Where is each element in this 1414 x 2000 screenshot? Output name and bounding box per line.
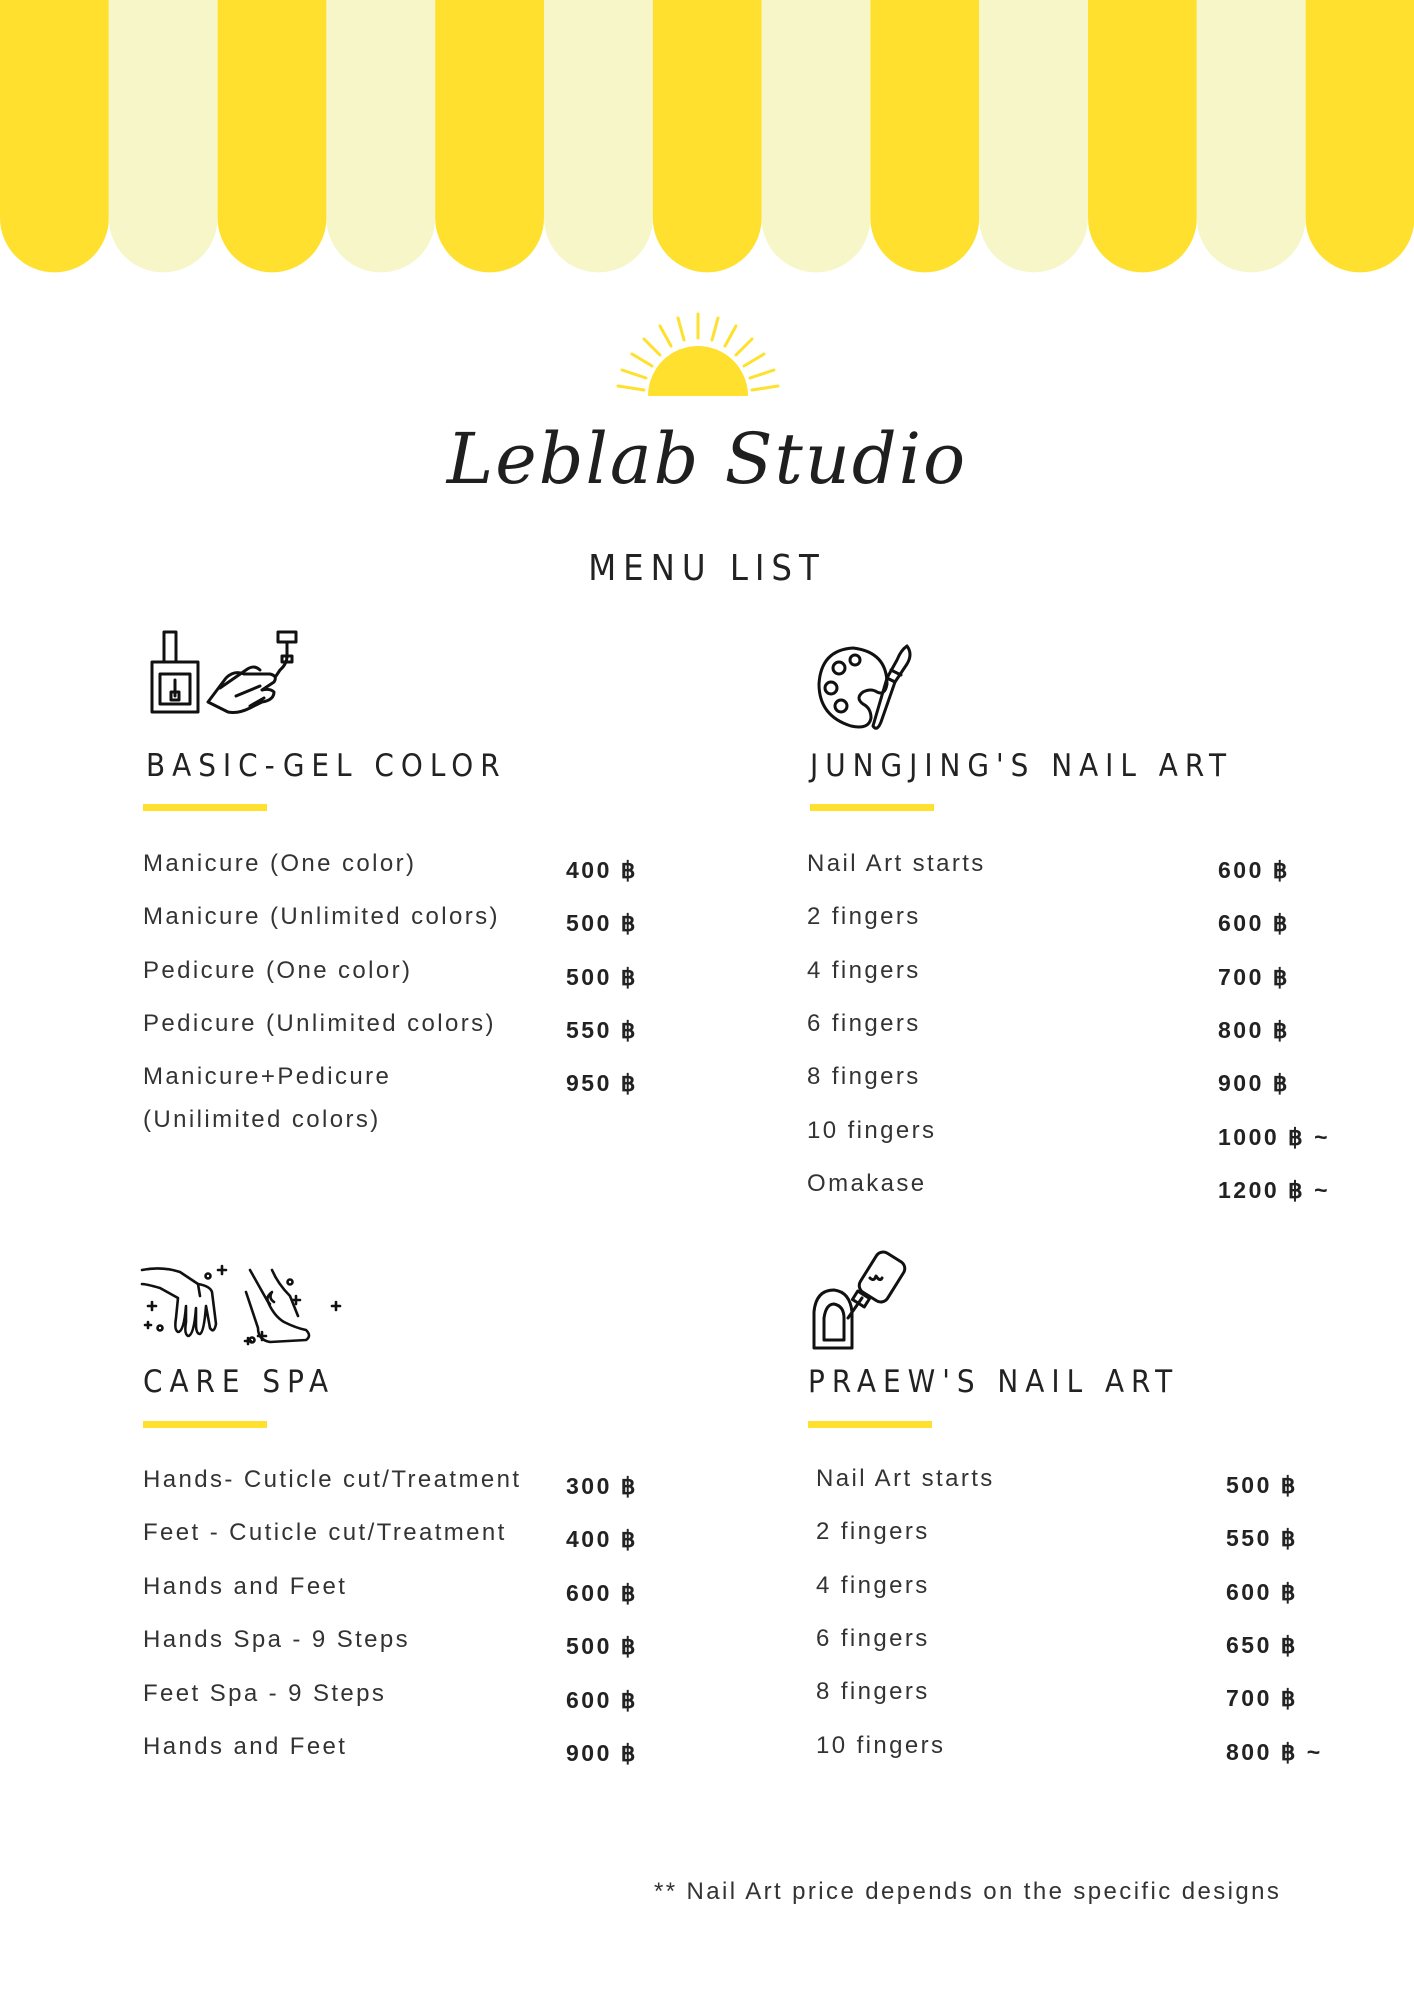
menu-item-price: 600 ฿	[1218, 857, 1290, 883]
menu-item-price: 600 ฿	[1218, 910, 1290, 937]
menu-item-price: 400 ฿	[566, 857, 638, 883]
menu-item-price: 600 ฿	[1226, 1578, 1298, 1605]
menu-item-name: Pedicure (Unlimited colors)	[143, 1009, 496, 1037]
awning-stripe	[870, 0, 979, 272]
awning-stripes	[0, 0, 1414, 275]
menu-item-price: 500 ฿	[1226, 1472, 1298, 1498]
awning-stripe	[544, 0, 653, 272]
menu-item-price: 400 ฿	[566, 1526, 638, 1553]
section-underline	[808, 1421, 932, 1428]
menu-item-name: Pedicure (One color)	[143, 956, 413, 984]
menu-item-name: Feet Spa - 9 Steps	[143, 1679, 387, 1707]
awning-stripe	[109, 0, 218, 272]
menu-item-price: 550 ฿	[566, 1016, 638, 1043]
menu-item-name: Manicure (Unlimited colors)	[143, 903, 500, 931]
menu-item-price: 1200 ฿ ~	[1218, 1176, 1331, 1203]
awning-stripe	[1088, 0, 1197, 272]
section-title-care-spa: CARE SPA	[143, 1364, 336, 1400]
menu-item-name: Manicure+Pedicure	[143, 1063, 392, 1091]
menu-item-name-continued: (Unilimited colors)	[143, 1106, 381, 1134]
menu-item-price: 600 ฿	[566, 1579, 638, 1606]
menu-item-name: 2 fingers	[816, 1518, 930, 1546]
menu-item-name: 8 fingers	[816, 1678, 930, 1706]
section-underline	[143, 1421, 267, 1428]
menu-item-name: Hands and Feet	[143, 1733, 348, 1760]
menu-item-name: Nail Art starts	[816, 1465, 995, 1492]
section-underline	[810, 804, 934, 811]
menu-item-price: 500 ฿	[566, 963, 638, 990]
awning-stripe	[218, 0, 327, 272]
menu-item-name: Feet - Cuticle cut/Treatment	[143, 1519, 507, 1547]
menu-item-name: 4 fingers	[816, 1571, 930, 1599]
menu-item-price: 800 ฿	[1218, 1016, 1290, 1043]
menu-item-name: Manicure (One color)	[143, 850, 417, 877]
menu-item-name: Hands- Cuticle cut/Treatment	[143, 1466, 522, 1493]
menu-subtitle: MENU LIST	[588, 548, 826, 589]
hand-and-foot-spa-icon	[140, 1262, 345, 1352]
menu-item-name: Nail Art starts	[807, 850, 986, 877]
menu-item-name: 2 fingers	[807, 903, 921, 931]
nail-polish-and-nails-icon	[150, 630, 310, 715]
menu-item-price: 700 ฿	[1218, 963, 1290, 990]
menu-item-price: 950 ฿	[566, 1070, 638, 1097]
awning-stripe	[435, 0, 544, 272]
menu-item-price: 600 ฿	[566, 1686, 638, 1713]
menu-item-price: 550 ฿	[1226, 1525, 1298, 1552]
awning-stripe	[1306, 0, 1414, 272]
awning-stripe	[979, 0, 1088, 272]
brand-title: Leblab Studio	[446, 418, 968, 500]
awning-stripe	[1197, 0, 1306, 272]
menu-item-name: 10 fingers	[807, 1116, 937, 1144]
section-title-praew: PRAEW'S NAIL ART	[808, 1364, 1180, 1400]
menu-item-price: 900 ฿	[1218, 1070, 1290, 1097]
menu-item-name: Omakase	[807, 1169, 927, 1197]
menu-item-price: 650 ฿	[1226, 1631, 1298, 1658]
awning-stripe	[0, 0, 109, 272]
menu-item-price: 500 ฿	[566, 1633, 638, 1660]
awning-stripe	[762, 0, 871, 272]
menu-item-name: 6 fingers	[816, 1624, 930, 1652]
section-title-basic-gel: BASIC-GEL COLOR	[146, 748, 507, 784]
footnote: ** Nail Art price depends on the specific designs	[654, 1878, 1282, 1905]
menu-item-name: 4 fingers	[807, 956, 921, 984]
menu-item-price: 1000 ฿ ~	[1218, 1123, 1331, 1150]
section-title-jungjing: JUNGJING'S NAIL ART	[810, 748, 1234, 784]
menu-item-price: 700 ฿	[1226, 1685, 1298, 1712]
section-underline	[143, 804, 267, 811]
nail-polish-brush-icon	[810, 1250, 910, 1352]
menu-item-name: Hands Spa - 9 Steps	[143, 1626, 411, 1654]
menu-item-price: 900 ฿	[566, 1740, 638, 1766]
awning-stripe	[326, 0, 435, 272]
menu-item-price: 800 ฿ ~	[1226, 1738, 1323, 1765]
palette-brush-icon	[815, 642, 915, 734]
menu-item-price: 500 ฿	[566, 910, 638, 937]
sun-icon	[608, 312, 788, 402]
menu-item-name: 10 fingers	[816, 1731, 946, 1759]
menu-item-name: Hands and Feet	[143, 1572, 348, 1600]
menu-item-name: 6 fingers	[807, 1009, 921, 1037]
menu-item-name: 8 fingers	[807, 1063, 921, 1091]
awning-stripe	[653, 0, 762, 272]
menu-item-price: 300 ฿	[566, 1473, 638, 1499]
